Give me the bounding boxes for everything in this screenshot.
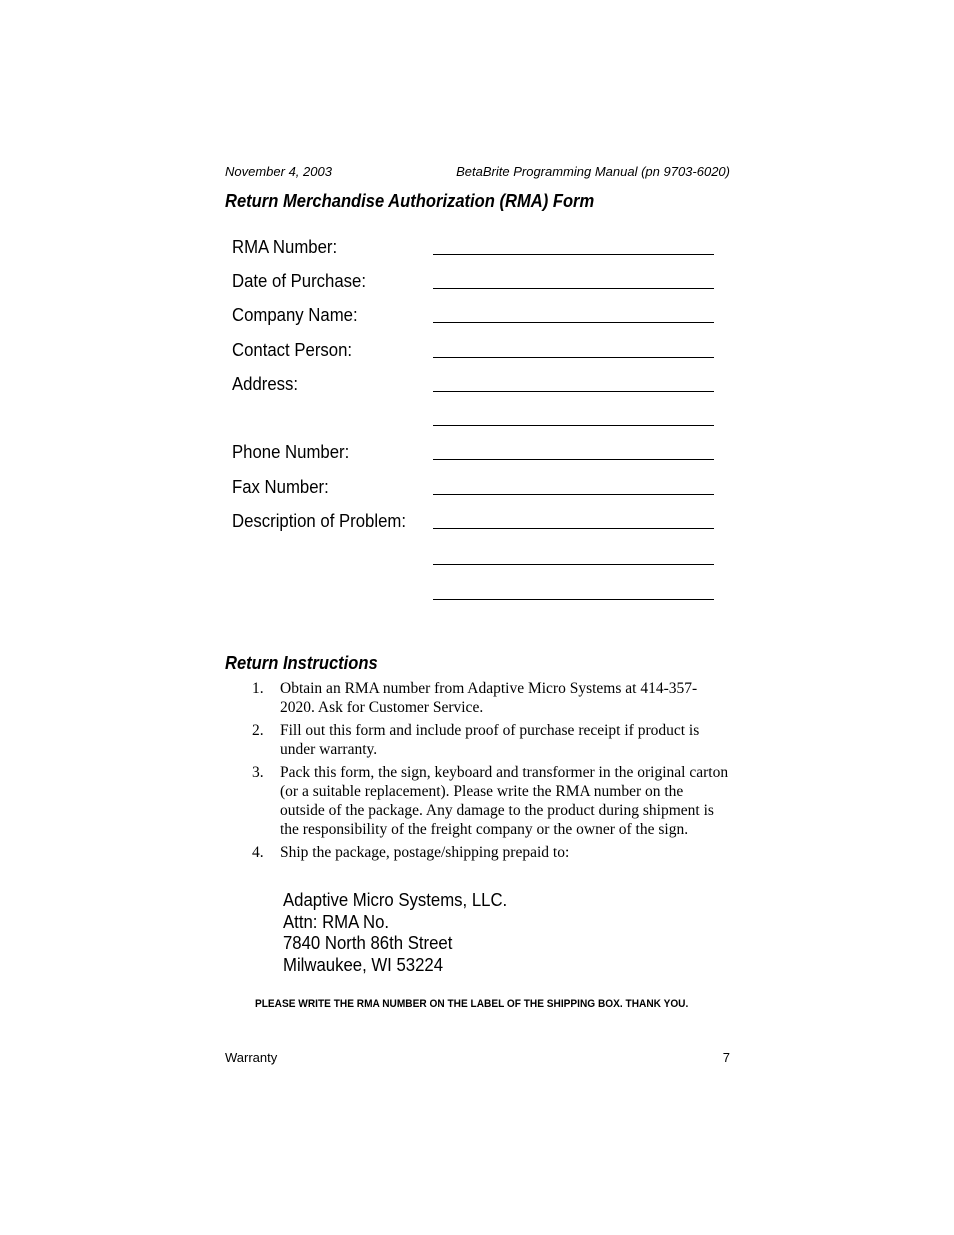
form-row-address [232, 372, 722, 396]
form-row-contact-person [232, 338, 722, 362]
header-date: November 4, 2003 [225, 164, 332, 179]
address-line: Attn: RMA No. [283, 911, 390, 932]
form-label: Date of Purchase: [232, 271, 367, 291]
shipping-address [283, 890, 507, 976]
form-row-company-name [232, 303, 722, 327]
step-text: Pack this form, the sign, keyboard and transformer in the original carton (or a suitable replacement). Please write the RMA number on the outside of the package. Any damage to the product during shipment is the responsibility of the freight company or the owner of the sign. [280, 764, 729, 838]
blank-line[interactable] [433, 494, 714, 495]
blank-line[interactable] [433, 459, 714, 460]
form-label: Company Name: [232, 305, 358, 325]
address-line: 7840 North 86th Street [283, 933, 453, 953]
form-row-description-continued-2 [232, 580, 722, 604]
form-label: Contact Person: [232, 340, 353, 360]
page-number: 7 [722, 1050, 730, 1065]
form-row-address-continued [232, 406, 722, 430]
step-number: 3. [252, 764, 264, 781]
list-item [250, 679, 730, 717]
list-item [250, 843, 730, 862]
form-row-description [232, 509, 722, 533]
step-text: Fill out this form and include proof of purchase receipt if product is under warranty. [280, 722, 700, 758]
address-line: Adaptive Micro Systems, LLC. [283, 890, 508, 910]
blank-line[interactable] [433, 599, 714, 600]
blank-line[interactable] [433, 254, 714, 255]
form-label: Fax Number: [232, 477, 329, 497]
instruction-list [250, 679, 730, 866]
list-item [250, 721, 730, 759]
blank-line[interactable] [433, 528, 714, 529]
form-row-description-continued [232, 545, 722, 569]
form-label: RMA Number: [232, 237, 338, 257]
form-label: Description of Problem: [232, 511, 406, 531]
form-row-fax-number [232, 475, 722, 499]
step-number: 4. [252, 844, 264, 861]
return-instructions-title: Return Instructions [225, 653, 378, 673]
form-row-rma-number [232, 235, 722, 259]
address-line: Milwaukee, WI 53224 [283, 954, 444, 975]
step-text: Obtain an RMA number from Adaptive Micro Systems at 414-357-2020. Ask for Customer Service. [280, 680, 698, 716]
step-text: Ship the package, postage/shipping prepaid to: [280, 844, 570, 861]
footer-section: Warranty [225, 1050, 278, 1065]
shipping-notice: PLEASE WRITE THE RMA NUMBER ON THE LABEL OF THE SHIPPING BOX. THANK YOU. [255, 998, 689, 1010]
form-row-phone-number [232, 440, 722, 464]
running-footer [225, 1050, 730, 1066]
form-label: Address: [232, 374, 299, 394]
blank-line[interactable] [433, 322, 714, 323]
header-manual-title: BetaBrite Programming Manual (pn 9703-6020) [456, 164, 730, 179]
blank-line[interactable] [433, 288, 714, 289]
blank-line[interactable] [433, 391, 714, 392]
running-header [225, 164, 730, 180]
form-label: Phone Number: [232, 442, 350, 462]
rma-form-title: Return Merchandise Authorization (RMA) Form [225, 191, 595, 211]
step-number: 2. [252, 722, 264, 739]
blank-line[interactable] [433, 357, 714, 358]
list-item [250, 763, 730, 839]
step-number: 1. [252, 680, 264, 697]
blank-line[interactable] [433, 425, 714, 426]
form-row-date-of-purchase [232, 269, 722, 293]
blank-line[interactable] [433, 564, 714, 565]
